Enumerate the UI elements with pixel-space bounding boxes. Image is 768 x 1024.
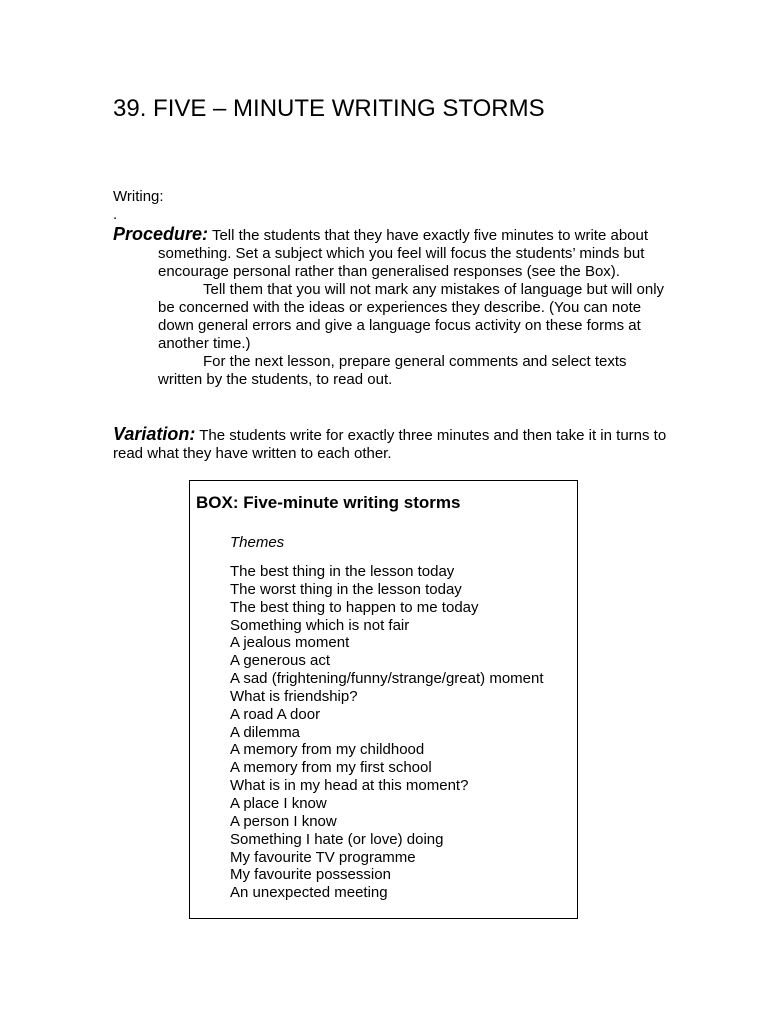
procedure-para3: For the next lesson, prepare general comments and select texts written by the students, to read out.: [158, 353, 627, 388]
procedure-heading: Procedure:: [113, 224, 209, 244]
list-item: A dilemma: [230, 723, 301, 741]
variation-text: The students write for exactly three minutes and then take it in turns to read what they have written to each other.: [113, 427, 667, 462]
procedure-body: [113, 245, 673, 389]
list-item: A road A door: [230, 705, 321, 723]
list-item: A generous act: [230, 652, 331, 670]
list-item: The best thing in the lesson today: [230, 563, 455, 580]
procedure-para1: something. Set a subject which you feel will focus the students’ minds but encourage personal rather than generalised responses (see the Box).: [158, 245, 645, 280]
bullet-dot: .: [113, 206, 118, 223]
procedure-first-line: [113, 225, 673, 245]
variation-section: [113, 425, 673, 463]
section-label: Writing:: [113, 188, 164, 205]
list-item: The best thing to happen to me today: [230, 598, 479, 616]
list-item: A jealous moment: [230, 634, 350, 652]
list-item: A memory from my first school: [230, 759, 432, 777]
procedure-para3-wrap: [158, 353, 673, 389]
list-item: My favourite TV programme: [230, 848, 416, 866]
page-title: 39. FIVE – MINUTE WRITING STORMS: [113, 95, 545, 122]
procedure-para2-wrap: [158, 281, 673, 353]
list-item: My favourite possession: [230, 866, 391, 884]
list-item: Something I hate (or love) doing: [230, 830, 444, 848]
box-title: BOX: Five-minute writing storms: [196, 493, 461, 512]
list-item: An unexpected meeting: [230, 884, 388, 902]
list-item: A place I know: [230, 794, 327, 812]
list-item: Something which is not fair: [230, 616, 410, 634]
list-item: What is friendship?: [230, 687, 358, 705]
box-subtitle: Themes: [230, 534, 285, 551]
procedure-line1: Tell the students that they have exactly five minutes to write about: [211, 227, 649, 244]
list-item: A person I know: [230, 812, 337, 830]
list-item: A memory from my childhood: [230, 741, 425, 759]
list-item: What is in my head at this moment?: [230, 777, 469, 795]
procedure-para2: Tell them that you will not mark any mistakes of language but will only be concerned with the ideas or experiences they describe. (You can note down general errors and give a language focus activity on these forms at another time.): [158, 281, 665, 352]
list-item: A sad (frightening/funny/strange/great) moment: [230, 670, 544, 688]
list-item: The worst thing in the lesson today: [230, 580, 462, 598]
themes-list: [230, 563, 544, 902]
procedure-section: [113, 225, 673, 389]
variation-heading: Variation:: [113, 424, 196, 444]
themes-box: [189, 480, 578, 919]
